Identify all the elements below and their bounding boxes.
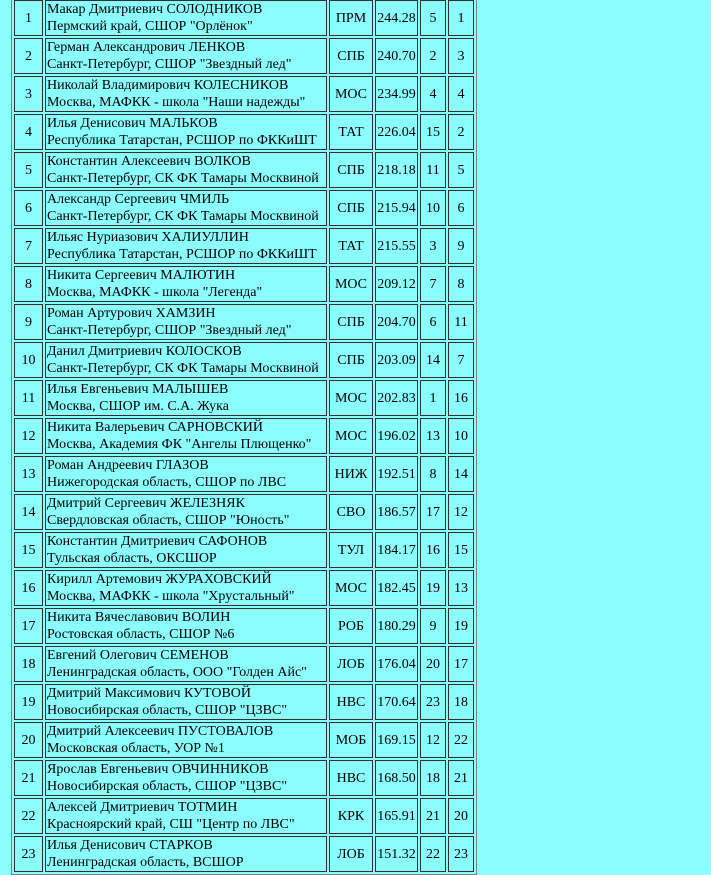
short-program-place-cell: 10 xyxy=(420,190,446,226)
region-code-cell: ЛОБ xyxy=(329,646,373,682)
region-code-cell: РОБ xyxy=(329,608,373,644)
athlete-name: Ярослав Евгеньевич ОВЧИННИКОВ xyxy=(47,762,269,777)
athlete-name: Герман Александрович ЛЕНКОВ xyxy=(47,40,246,55)
place-cell: 14 xyxy=(14,494,43,530)
short-program-place-cell: 2 xyxy=(420,38,446,74)
total-points-cell: 182.45 xyxy=(375,570,418,606)
table-row xyxy=(14,418,474,454)
athlete-cell xyxy=(45,114,327,150)
athlete-club: Москва, МАФКК - школа "Легенда" xyxy=(47,285,263,300)
short-program-place-cell: 7 xyxy=(420,266,446,302)
free-skate-place-cell: 20 xyxy=(448,798,474,834)
athlete-cell xyxy=(45,798,327,834)
athlete-cell xyxy=(45,0,327,36)
athlete-club: Москва, Академия ФК "Ангелы Плющенко" xyxy=(47,437,312,452)
free-skate-place-cell: 15 xyxy=(448,532,474,568)
place-cell: 9 xyxy=(14,304,43,340)
short-program-place-cell: 12 xyxy=(420,722,446,758)
short-program-place-cell: 16 xyxy=(420,532,446,568)
total-points-cell: 186.57 xyxy=(375,494,418,530)
athlete-club: Москва, МАФКК - школа "Наши надежды" xyxy=(47,95,306,110)
table-row xyxy=(14,266,474,302)
table-row xyxy=(14,570,474,606)
region-code-cell: МОС xyxy=(329,266,373,302)
short-program-place-cell: 14 xyxy=(420,342,446,378)
results-table-body xyxy=(14,0,474,872)
athlete-cell xyxy=(45,190,327,226)
region-code-cell: МОС xyxy=(329,380,373,416)
total-points-cell: 203.09 xyxy=(375,342,418,378)
athlete-club: Москва, МАФКК - школа "Хрустальный" xyxy=(47,589,295,604)
athlete-club: Санкт-Петербург, СШОР "Звездный лед" xyxy=(47,57,292,72)
athlete-name: Константин Алексеевич ВОЛКОВ xyxy=(47,154,251,169)
free-skate-place-cell: 3 xyxy=(448,38,474,74)
athlete-name: Дмитрий Максимович КУТОВОЙ xyxy=(47,686,252,701)
free-skate-place-cell: 19 xyxy=(448,608,474,644)
table-row xyxy=(14,0,474,36)
table-row xyxy=(14,836,474,872)
free-skate-place-cell: 9 xyxy=(448,228,474,264)
total-points-cell: 202.83 xyxy=(375,380,418,416)
short-program-place-cell: 6 xyxy=(420,304,446,340)
table-row xyxy=(14,342,474,378)
short-program-place-cell: 4 xyxy=(420,76,446,112)
athlete-name: Ильяс Нуриазович ХАЛИУЛЛИН xyxy=(47,230,249,245)
total-points-cell: 209.12 xyxy=(375,266,418,302)
place-cell: 16 xyxy=(14,570,43,606)
free-skate-place-cell: 6 xyxy=(448,190,474,226)
short-program-place-cell: 3 xyxy=(420,228,446,264)
table-row xyxy=(14,380,474,416)
place-cell: 15 xyxy=(14,532,43,568)
athlete-club: Нижегородская область, СШОР по ЛВС xyxy=(47,475,287,490)
athlete-name: Илья Денисович МАЛЬКОВ xyxy=(47,116,218,131)
free-skate-place-cell: 7 xyxy=(448,342,474,378)
athlete-name: Кирилл Артемович ЖУРАХОВСКИЙ xyxy=(47,572,272,587)
total-points-cell: 204.70 xyxy=(375,304,418,340)
athlete-cell xyxy=(45,418,327,454)
total-points-cell: 151.32 xyxy=(375,836,418,872)
region-code-cell: НВС xyxy=(329,760,373,796)
table-row xyxy=(14,38,474,74)
region-code-cell: ЛОБ xyxy=(329,836,373,872)
region-code-cell: НИЖ xyxy=(329,456,373,492)
total-points-cell: 168.50 xyxy=(375,760,418,796)
total-points-cell: 170.64 xyxy=(375,684,418,720)
short-program-place-cell: 19 xyxy=(420,570,446,606)
athlete-cell xyxy=(45,38,327,74)
free-skate-place-cell: 4 xyxy=(448,76,474,112)
athlete-club: Республика Татарстан, РСШОР по ФККиШТ xyxy=(47,247,317,262)
athlete-name: Николай Владимирович КОЛЕСНИКОВ xyxy=(47,78,289,93)
region-code-cell: МОС xyxy=(329,570,373,606)
table-row xyxy=(14,722,474,758)
athlete-club: Санкт-Петербург, СШОР "Звездный лед" xyxy=(47,323,292,338)
athlete-club: Ленинградская область, ООО "Голден Айс" xyxy=(47,665,307,680)
table-row xyxy=(14,494,474,530)
short-program-place-cell: 21 xyxy=(420,798,446,834)
free-skate-place-cell: 13 xyxy=(448,570,474,606)
athlete-cell xyxy=(45,380,327,416)
table-row xyxy=(14,152,474,188)
athlete-club: Красноярский край, СШ "Центр по ЛВС" xyxy=(47,817,295,832)
total-points-cell: 165.91 xyxy=(375,798,418,834)
place-cell: 20 xyxy=(14,722,43,758)
total-points-cell: 180.29 xyxy=(375,608,418,644)
table-row xyxy=(14,760,474,796)
short-program-place-cell: 11 xyxy=(420,152,446,188)
region-code-cell: ТАТ xyxy=(329,228,373,264)
region-code-cell: ТУЛ xyxy=(329,532,373,568)
place-cell: 21 xyxy=(14,760,43,796)
free-skate-place-cell: 8 xyxy=(448,266,474,302)
total-points-cell: 218.18 xyxy=(375,152,418,188)
athlete-name: Алексей Дмитриевич ТОТМИН xyxy=(47,800,238,815)
total-points-cell: 176.04 xyxy=(375,646,418,682)
athlete-cell xyxy=(45,152,327,188)
free-skate-place-cell: 22 xyxy=(448,722,474,758)
short-program-place-cell: 15 xyxy=(420,114,446,150)
total-points-cell: 234.99 xyxy=(375,76,418,112)
short-program-place-cell: 8 xyxy=(420,456,446,492)
place-cell: 4 xyxy=(14,114,43,150)
athlete-name: Никита Вячеславович ВОЛИН xyxy=(47,610,231,625)
athlete-name: Данил Дмитриевич КОЛОСКОВ xyxy=(47,344,242,359)
athlete-cell xyxy=(45,836,327,872)
table-row xyxy=(14,532,474,568)
athlete-club: Московская область, УОР №1 xyxy=(47,741,225,756)
athlete-name: Дмитрий Алексеевич ПУСТОВАЛОВ xyxy=(47,724,274,739)
table-row xyxy=(14,190,474,226)
place-cell: 1 xyxy=(14,0,43,36)
athlete-cell xyxy=(45,342,327,378)
free-skate-place-cell: 12 xyxy=(448,494,474,530)
athlete-cell xyxy=(45,266,327,302)
place-cell: 5 xyxy=(14,152,43,188)
region-code-cell: МОС xyxy=(329,418,373,454)
place-cell: 17 xyxy=(14,608,43,644)
athlete-cell xyxy=(45,494,327,530)
region-code-cell: СПБ xyxy=(329,190,373,226)
athlete-club: Новосибирская область, СШОР "ЦЗВС" xyxy=(47,779,288,794)
total-points-cell: 226.04 xyxy=(375,114,418,150)
athlete-cell xyxy=(45,684,327,720)
table-row xyxy=(14,798,474,834)
athlete-cell xyxy=(45,570,327,606)
athlete-cell xyxy=(45,646,327,682)
total-points-cell: 196.02 xyxy=(375,418,418,454)
place-cell: 3 xyxy=(14,76,43,112)
free-skate-place-cell: 16 xyxy=(448,380,474,416)
free-skate-place-cell: 2 xyxy=(448,114,474,150)
athlete-cell xyxy=(45,722,327,758)
table-row xyxy=(14,608,474,644)
place-cell: 8 xyxy=(14,266,43,302)
athlete-name: Александр Сергеевич ЧМИЛЬ xyxy=(47,192,230,207)
total-points-cell: 240.70 xyxy=(375,38,418,74)
athlete-club: Ленинградская область, ВСШОР xyxy=(47,855,244,870)
short-program-place-cell: 9 xyxy=(420,608,446,644)
free-skate-place-cell: 18 xyxy=(448,684,474,720)
free-skate-place-cell: 1 xyxy=(448,0,474,36)
place-cell: 13 xyxy=(14,456,43,492)
total-points-cell: 244.28 xyxy=(375,0,418,36)
free-skate-place-cell: 10 xyxy=(448,418,474,454)
athlete-club: Санкт-Петербург, СК ФК Тамары Москвиной xyxy=(47,209,319,224)
table-row xyxy=(14,646,474,682)
place-cell: 2 xyxy=(14,38,43,74)
free-skate-place-cell: 11 xyxy=(448,304,474,340)
place-cell: 12 xyxy=(14,418,43,454)
athlete-name: Роман Артурович ХАМЗИН xyxy=(47,306,216,321)
region-code-cell: ТАТ xyxy=(329,114,373,150)
athlete-club: Свердловская область, СШОР "Юность" xyxy=(47,513,290,528)
athlete-cell xyxy=(45,608,327,644)
athlete-club: Ростовская область, СШОР №6 xyxy=(47,627,235,642)
table-row xyxy=(14,76,474,112)
table-row xyxy=(14,684,474,720)
short-program-place-cell: 5 xyxy=(420,0,446,36)
athlete-name: Роман Андреевич ГЛАЗОВ xyxy=(47,458,209,473)
region-code-cell: СПБ xyxy=(329,152,373,188)
free-skate-place-cell: 14 xyxy=(448,456,474,492)
athlete-club: Пермский край, СШОР "Орлёнок" xyxy=(47,19,253,34)
place-cell: 22 xyxy=(14,798,43,834)
region-code-cell: МОБ xyxy=(329,722,373,758)
short-program-place-cell: 17 xyxy=(420,494,446,530)
free-skate-place-cell: 21 xyxy=(448,760,474,796)
place-cell: 18 xyxy=(14,646,43,682)
short-program-place-cell: 23 xyxy=(420,684,446,720)
short-program-place-cell: 20 xyxy=(420,646,446,682)
place-cell: 7 xyxy=(14,228,43,264)
region-code-cell: СПБ xyxy=(329,342,373,378)
athlete-cell xyxy=(45,76,327,112)
athlete-cell xyxy=(45,456,327,492)
athlete-club: Санкт-Петербург, СК ФК Тамары Москвиной xyxy=(47,361,319,376)
athlete-name: Дмитрий Сергеевич ЖЕЛЕЗНЯК xyxy=(47,496,245,511)
region-code-cell: ПРМ xyxy=(329,0,373,36)
place-cell: 6 xyxy=(14,190,43,226)
short-program-place-cell: 13 xyxy=(420,418,446,454)
athlete-name: Константин Дмитриевич САФОНОВ xyxy=(47,534,268,549)
athlete-club: Москва, СШОР им. С.А. Жука xyxy=(47,399,229,414)
table-row xyxy=(14,304,474,340)
region-code-cell: СВО xyxy=(329,494,373,530)
place-cell: 11 xyxy=(14,380,43,416)
athlete-club: Новосибирская область, СШОР "ЦЗВС" xyxy=(47,703,288,718)
free-skate-place-cell: 5 xyxy=(448,152,474,188)
athlete-cell xyxy=(45,532,327,568)
athlete-club: Санкт-Петербург, СК ФК Тамары Москвиной xyxy=(47,171,319,186)
region-code-cell: МОС xyxy=(329,76,373,112)
table-row xyxy=(14,228,474,264)
total-points-cell: 215.94 xyxy=(375,190,418,226)
athlete-club: Республика Татарстан, РСШОР по ФККиШТ xyxy=(47,133,317,148)
short-program-place-cell: 22 xyxy=(420,836,446,872)
total-points-cell: 192.51 xyxy=(375,456,418,492)
athlete-cell xyxy=(45,760,327,796)
athlete-name: Макар Дмитриевич СОЛОДНИКОВ xyxy=(47,2,263,17)
place-cell: 19 xyxy=(14,684,43,720)
total-points-cell: 184.17 xyxy=(375,532,418,568)
total-points-cell: 169.15 xyxy=(375,722,418,758)
place-cell: 10 xyxy=(14,342,43,378)
results-table xyxy=(11,0,477,875)
table-row xyxy=(14,114,474,150)
athlete-cell xyxy=(45,304,327,340)
region-code-cell: КРК xyxy=(329,798,373,834)
free-skate-place-cell: 17 xyxy=(448,646,474,682)
athlete-name: Никита Валерьевич САРНОВСКИЙ xyxy=(47,420,264,435)
total-points-cell: 215.55 xyxy=(375,228,418,264)
athlete-club: Тульская область, ОКСШОР xyxy=(47,551,217,566)
place-cell: 23 xyxy=(14,836,43,872)
region-code-cell: НВС xyxy=(329,684,373,720)
table-row xyxy=(14,456,474,492)
athlete-cell xyxy=(45,228,327,264)
region-code-cell: СПБ xyxy=(329,38,373,74)
athlete-name: Илья Денисович СТАРКОВ xyxy=(47,838,213,853)
short-program-place-cell: 1 xyxy=(420,380,446,416)
free-skate-place-cell: 23 xyxy=(448,836,474,872)
region-code-cell: СПБ xyxy=(329,304,373,340)
athlete-name: Никита Сергеевич МАЛЮТИН xyxy=(47,268,236,283)
athlete-name: Евгений Олегович СЕМЕНОВ xyxy=(47,648,229,663)
short-program-place-cell: 18 xyxy=(420,760,446,796)
athlete-name: Илья Евгеньевич МАЛЫШЕВ xyxy=(47,382,229,397)
